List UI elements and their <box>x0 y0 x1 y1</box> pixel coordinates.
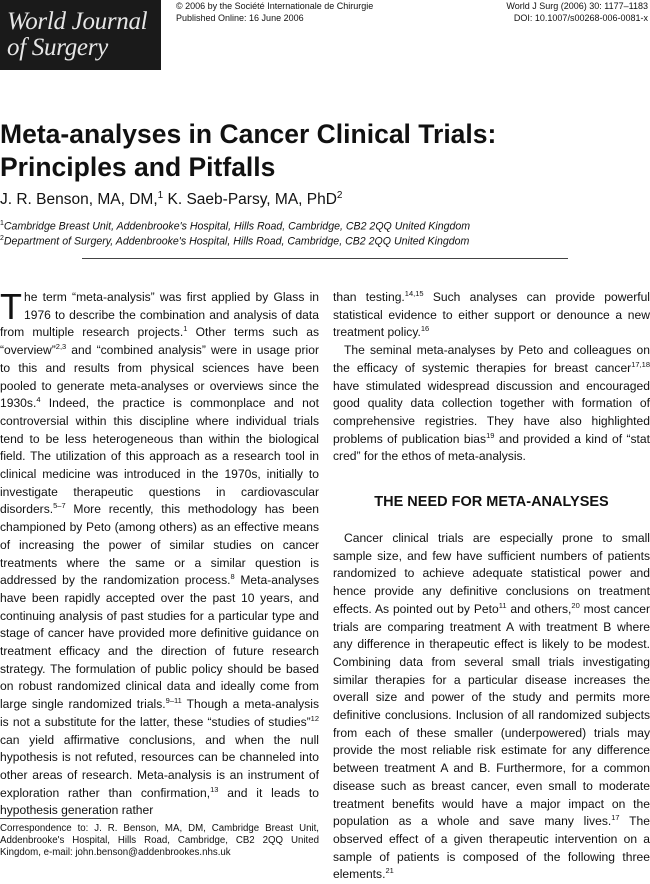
affiliation-1-text: Cambridge Breast Unit, Addenbrooke's Hospital, Hills Road, Cambridge, CB2 2QQ United Kingdom <box>3 220 471 233</box>
author-2: K. Saeb-Parsy, MA, PhD <box>163 191 337 209</box>
section-heading: THE NEED FOR META-ANALYSES <box>374 494 609 510</box>
left-column <box>0 286 319 820</box>
drop-cap: T <box>0 286 22 327</box>
affiliation-2 <box>0 235 469 248</box>
doi[interactable]: DOI: 10.1007/s00268-006-0081-x <box>513 13 648 23</box>
logo-line-1: World Journal <box>7 8 148 35</box>
paragraph-need: Cancer clinical trials are especially prone to small sample size, and few have sufficient numbers of patients randomized to achieve adequate statistical power and hence provide any definitive conclusions on treatment effects. As pointed out by Peto$^{11}$ and others,$^{20}$ most cancer trials are comparing treatment A with treatment B where any difference in therapeutic effect is likely to be modest. Combining data from several small trials investigating similar therapies for a particular disease increases the overall size and power of the study and permits more definitive conclusions. Inclusion of all randomized subjects from each of these smaller (underpowered) trials may provide the most reliable risk estimate for any difference between treatment A and B. Furthermore, for a common disease such as breast cancer, even small to moderate treatment benefits would have a major impact on the population as a whole and save many lives.$^{17}$ The observed effect of a given therapeutic intervention on a sample of patients is composed of the following three elements.$^{21}$ <box>333 531 650 882</box>
right-column-bottom <box>333 530 650 884</box>
author-1: J. R. Benson, MA, DM, <box>0 191 158 209</box>
author-2-affiliation: 2 <box>336 190 343 201</box>
paragraph-continued: than testing.$^{14,15}$ Such analyses can provide powerful statistical evidence to either support or denounce a new treatment policy.$^{16}$ <box>333 288 650 340</box>
affiliation-2-number: 2 <box>0 235 4 242</box>
journal-citation: World J Surg (2006) 30: 1177–1183 <box>506 1 648 11</box>
correspondence-footnote: Correspondence to: J. R. Benson, MA, DM, Cambridge Breast Unit, Addenbrooke's Hospital, Hills Road, Cambridge, CB2 2QQ United Kingdom, e-mail: john.benson@addenbrookes.nhs.uk <box>0 823 319 858</box>
affiliation-1 <box>0 220 470 233</box>
logo-line-2: of Surgery <box>7 34 108 61</box>
journal-logo <box>0 0 161 70</box>
affiliation-1-number: 1 <box>0 220 4 227</box>
intro-paragraph: The term “meta-analysis” was first applied by Glass in 1976 to describe the combination and analysis of data from multiple research projects.$^1$ Other terms such as “overview”$^{2,3}$ and “combined analysis” were in usage prior to this and results from physical sciences have been pooled to generate meta-analyses or overviews since the 1930s.$^4$ Indeed, the practice is commonplace and not controversial within this discipline where individual trials tend to be less heterogeneous than within the biological field. The utilization of this approach as a research tool in clinical medicine was introduced in the 1970s, initially to investigate therapeutic questions in cardiovascular disorders.$^{5-7}$ More recently, this methodology has been championed by Peto (among others) as an effective means of increasing the power of similar studies on cancer treatments where the same or a similar question is addressed by the randomization process.$^8$ Meta-analyses have been rapidly accepted over the past 10 years, and continuing analysis of past studies for a particular type and stage of cancer have provided more definitive guidance on treatment efficacy and the direction of future research strategy. The formulation of public policy should be based on robust randomized clinical data and ideally come from large single randomized trials.$^{9-11}$ Though a meta-analysis is not a substitute for the latter, these “studies of studies”$^{12}$ can yield affirmative conclusions, and when the null hypothesis is not refuted, resources can be channeled into other areas of research. Meta-analysis is an instrument of exploration rather than confirmation,$^{13}$ and it leads to hypothesis generation rather <box>0 286 319 818</box>
header-divider <box>82 258 568 259</box>
right-column-top <box>333 289 650 466</box>
title-line-1: Meta-analyses in Cancer Clinical Trials: <box>0 119 497 149</box>
footnote-divider <box>0 818 110 819</box>
author-list <box>0 190 342 209</box>
affiliation-2-text: Department of Surgery, Addenbrooke's Hospital, Hills Road, Cambridge, CB2 2QQ United Kingdom <box>3 235 470 248</box>
copyright-notice: © 2006 by the Société Internationale de Chirurgie <box>176 1 374 11</box>
paragraph-seminal: The seminal meta-analyses by Peto and colleagues on the efficacy of systemic therapies for breast cancer$^{17,18}$ have stimulated widespread discussion and encouraged good quality data collection together with formation of comprehensive registries. They have also highlighted problems of publication bias$^{19}$ and provided a kind of “stat cred” for the ethos of meta-analysis. <box>333 343 650 464</box>
published-date: Published Online: 16 June 2006 <box>176 13 304 23</box>
article-title <box>0 118 640 184</box>
title-line-2: Principles and Pitfalls <box>0 152 276 182</box>
author-1-affiliation: 1 <box>157 190 164 201</box>
